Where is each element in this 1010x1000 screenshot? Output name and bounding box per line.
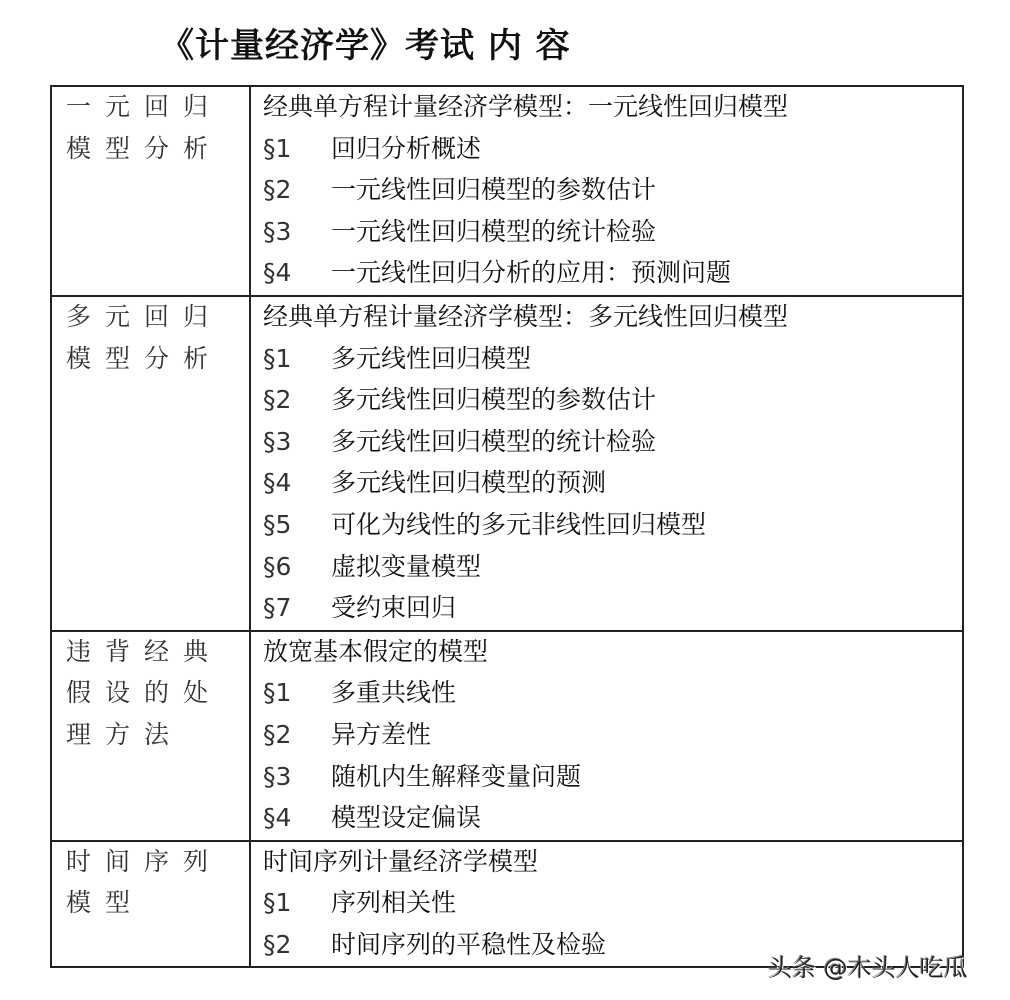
table-row [51,631,963,841]
content-cell [250,296,963,631]
chapter-heading: 经典单方程计量经济学模型：多元线性回归模型 [263,301,789,331]
section-item [263,673,962,715]
page-title: 《计量经济学》考试 内 容 [160,26,571,66]
category-label: 一元回归 [66,92,223,121]
chapter-heading: 放宽基本假定的模型 [263,636,489,666]
section-title: 随机内生解释变量问题 [331,761,582,791]
section-title: 可化为线性的多元非线性回归模型 [331,509,707,539]
section-number: §2 [263,929,292,959]
section-number: §4 [263,803,292,833]
category-label: 模型分析 [66,133,223,163]
category-label: 假设的处 [66,678,223,708]
section-title: 序列相关性 [331,888,457,918]
category-label: 违背经典 [66,636,223,666]
category-label: 理方法 [66,719,184,749]
section-number: §4 [263,468,292,498]
section-item [263,339,962,381]
section-item [263,883,962,925]
section-item [263,505,962,547]
section-number: §7 [263,593,292,623]
section-title: 多元线性回归模型的统计检验 [331,426,657,456]
section-item [263,463,962,505]
category-cell [51,631,250,841]
section-number: §4 [263,258,292,288]
watermark: 头条 @木头人吃瓜 [768,954,968,982]
category-cell [51,86,250,296]
section-item [263,253,962,295]
section-number: §2 [263,175,292,205]
section-number: §1 [263,343,292,373]
section-number: §3 [263,761,292,791]
section-title: 多元线性回归模型的参数估计 [331,385,657,415]
category-label: 模型分析 [66,343,223,373]
section-number: §1 [263,888,292,918]
section-number: §3 [263,426,292,456]
category-label: 时间序列 [66,846,223,876]
section-number: §6 [263,551,292,581]
section-item [263,798,962,840]
section-number: §1 [263,678,292,708]
section-title: 回归分析概述 [331,133,482,163]
category-label: 模型 [66,888,145,918]
section-title: 多重共线性 [331,678,457,708]
section-title: 多元线性回归模型的预测 [331,468,607,498]
category-label: 多元回归 [66,301,223,331]
section-title: 模型设定偏误 [331,803,482,833]
category-cell [51,841,250,968]
section-title: 时间序列的平稳性及检验 [331,929,607,959]
section-item [263,129,962,171]
category-cell [51,296,250,631]
section-title: 虚拟变量模型 [331,551,482,581]
table-row [51,86,963,296]
section-title: 多元线性回归模型 [331,343,532,373]
section-item [263,588,962,630]
section-title: 一元线性回归分析的应用：预测问题 [331,258,732,288]
section-item [263,715,962,757]
content-cell [250,86,963,296]
section-number: §2 [263,719,292,749]
content-cell [250,631,963,841]
section-number: §3 [263,216,292,246]
exam-content-table [50,85,964,968]
section-number: §2 [263,385,292,415]
table-row [51,296,963,631]
section-title: 受约束回归 [331,593,457,623]
section-title: 异方差性 [331,719,432,749]
section-title: 一元线性回归模型的统计检验 [331,216,657,246]
section-number: §5 [263,509,292,539]
section-item [263,380,962,422]
section-item [263,170,962,212]
chapter-heading: 时间序列计量经济学模型 [263,846,539,876]
section-title: 一元线性回归模型的参数估计 [331,175,657,205]
section-number: §1 [263,133,292,163]
section-item [263,422,962,464]
section-item [263,547,962,589]
chapter-heading: 经典单方程计量经济学模型：一元线性回归模型 [263,92,789,121]
section-item [263,757,962,799]
section-item [263,212,962,254]
